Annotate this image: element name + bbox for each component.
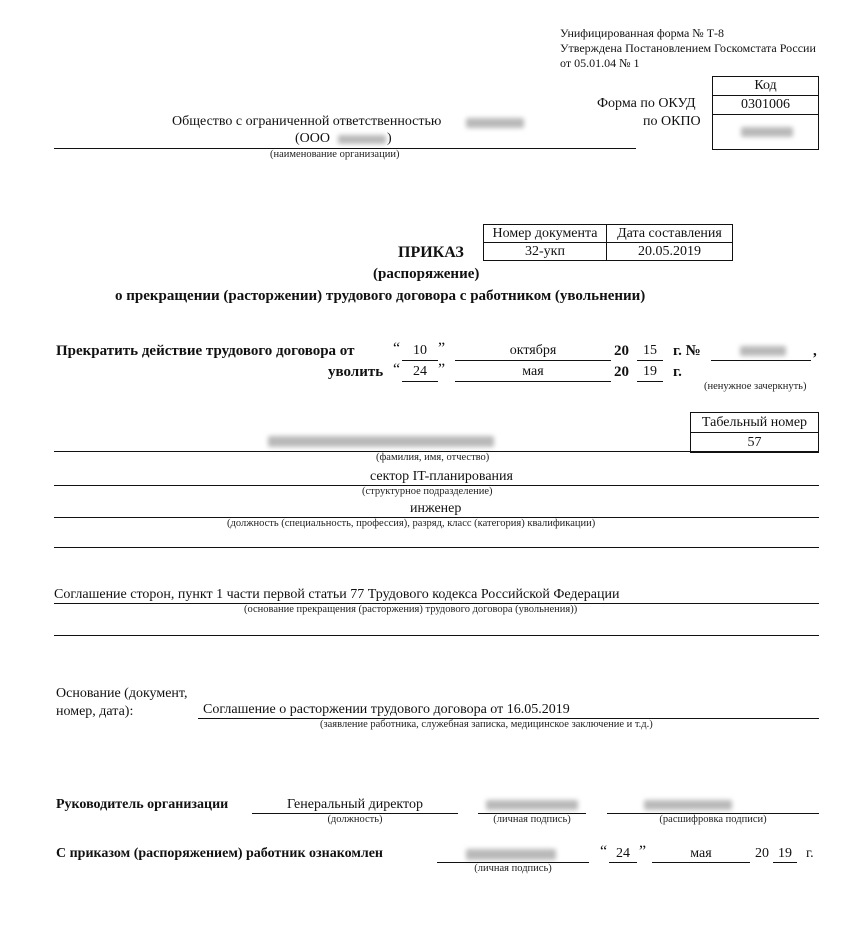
- acknowledge-year: 19: [778, 846, 792, 861]
- acknowledge-signature-redacted: [466, 849, 556, 860]
- kod-header: Код: [713, 77, 819, 96]
- terminate-q-open: “: [393, 340, 401, 357]
- form-header-line2: Утверждена Постановлением Госкомстата России: [560, 41, 816, 55]
- okpo-label: по ОКПО: [643, 114, 701, 129]
- dismiss-label: уволить: [328, 364, 384, 380]
- okud-label: Форма по ОКУД: [597, 96, 696, 111]
- grounds-extra-line: [54, 635, 819, 636]
- dismiss-note: (ненужное зачеркнуть): [704, 381, 807, 392]
- grounds-caption: (основание прекращения (расторжения) трудового договора (увольнения)): [244, 604, 578, 615]
- head-signature-redacted: [486, 800, 578, 810]
- terminate-label: Прекратить действие трудового договора от: [56, 343, 355, 359]
- terminate-year-line: [637, 360, 663, 361]
- okud-value: 0301006: [713, 96, 819, 115]
- position-value: инженер: [410, 501, 462, 516]
- title-rasporyazhenie: (распоряжение): [373, 266, 480, 282]
- basis-label: [56, 685, 188, 721]
- dismiss-day-line: [402, 381, 438, 382]
- form-header-line3: от 05.01.04 № 1: [560, 56, 640, 70]
- okpo-redacted: [741, 127, 793, 137]
- dismiss-g: г.: [673, 364, 682, 380]
- tab-number-value: 57: [691, 433, 819, 453]
- doc-table: [483, 224, 733, 261]
- dismiss-century: 20: [614, 364, 629, 380]
- position-extra-line: [54, 547, 819, 548]
- org-name-redacted: [466, 118, 524, 128]
- dismiss-year: 19: [643, 364, 657, 379]
- basis-caption: (заявление работника, служебная записка, медицинское заключение и т.д.): [320, 719, 653, 730]
- employee-name-caption: (фамилия, имя, отчество): [376, 452, 490, 463]
- terminate-number-line: [711, 360, 811, 361]
- dismiss-month: мая: [522, 364, 544, 379]
- doc-date-value: 20.05.2019: [607, 243, 733, 261]
- form-header: [560, 26, 816, 71]
- head-signature-caption: (личная подпись): [493, 814, 571, 825]
- codes-table: [712, 76, 819, 150]
- head-label: Руководитель организации: [56, 797, 229, 812]
- basis-value: Соглашение о расторжении трудового договора от 16.05.2019: [203, 702, 570, 717]
- title-subject: о прекращении (расторжении) трудового договора с работником (увольнении): [115, 288, 646, 304]
- head-position: Генеральный директор: [287, 797, 423, 812]
- basis-label-line1: Основание (документ,: [56, 686, 188, 701]
- terminate-day-line: [402, 360, 438, 361]
- dismiss-q-open: “: [393, 361, 401, 378]
- dismiss-month-line: [455, 381, 611, 382]
- basis-label-line2: номер, дата):: [56, 704, 134, 719]
- employee-name-redacted: [268, 436, 494, 447]
- terminate-year: 15: [643, 343, 657, 358]
- title-prikaz: ПРИКАЗ: [398, 244, 464, 261]
- form-header-line1: Унифицированная форма № Т-8: [560, 26, 725, 40]
- acknowledge-q-close: ”: [639, 843, 647, 860]
- doc-number-header: Номер документа: [484, 225, 607, 243]
- org-caption: (наименование организации): [270, 149, 400, 160]
- acknowledge-year-line: [773, 862, 797, 863]
- head-decode-caption: (расшифровка подписи): [659, 814, 767, 825]
- grounds-text: Соглашение сторон, пункт 1 части первой статьи 77 Трудового кодекса Российской Федерации: [54, 587, 620, 602]
- acknowledge-century: 20: [755, 846, 769, 861]
- org-short-open: (ООО: [295, 131, 330, 146]
- tab-number-table: [690, 412, 819, 453]
- position-caption: (должность (специальность, профессия), разряд, класс (категория) квалификации): [227, 518, 596, 529]
- acknowledge-month-line: [652, 862, 750, 863]
- org-name-prefix: Общество с ограниченной ответственностью: [172, 114, 442, 129]
- okpo-value: [713, 115, 819, 150]
- acknowledge-label: С приказом (распоряжением) работник ознакомлен: [56, 846, 383, 861]
- acknowledge-day-line: [609, 862, 637, 863]
- head-position-caption: (должность): [327, 814, 383, 825]
- terminate-comma: ,: [813, 343, 817, 359]
- dismiss-year-line: [637, 381, 663, 382]
- doc-number-value: 32-укп: [484, 243, 607, 261]
- tab-number-header: Табельный номер: [691, 413, 819, 433]
- doc-date-header: Дата составления: [607, 225, 733, 243]
- acknowledge-signature-caption: (личная подпись): [474, 863, 552, 874]
- terminate-day: 10: [413, 343, 427, 358]
- head-decode-redacted: [644, 800, 732, 810]
- acknowledge-g: г.: [806, 846, 814, 861]
- acknowledge-month: мая: [690, 846, 712, 861]
- terminate-number-redacted: [740, 346, 786, 356]
- acknowledge-q-open: “: [600, 843, 608, 860]
- terminate-century: 20: [614, 343, 629, 359]
- terminate-month-line: [455, 360, 611, 361]
- org-short-close: ): [387, 131, 392, 146]
- department-caption: (структурное подразделение): [362, 486, 493, 497]
- terminate-g-no: г. №: [673, 343, 701, 359]
- terminate-month: октября: [509, 343, 557, 358]
- acknowledge-day: 24: [616, 846, 630, 861]
- department-value: сектор IT-планирования: [370, 469, 513, 484]
- org-short-redacted: [338, 135, 386, 144]
- org-name: [172, 114, 441, 130]
- dismiss-q-close: ”: [438, 361, 446, 378]
- dismiss-day: 24: [413, 364, 427, 379]
- terminate-q-close: ”: [438, 340, 446, 357]
